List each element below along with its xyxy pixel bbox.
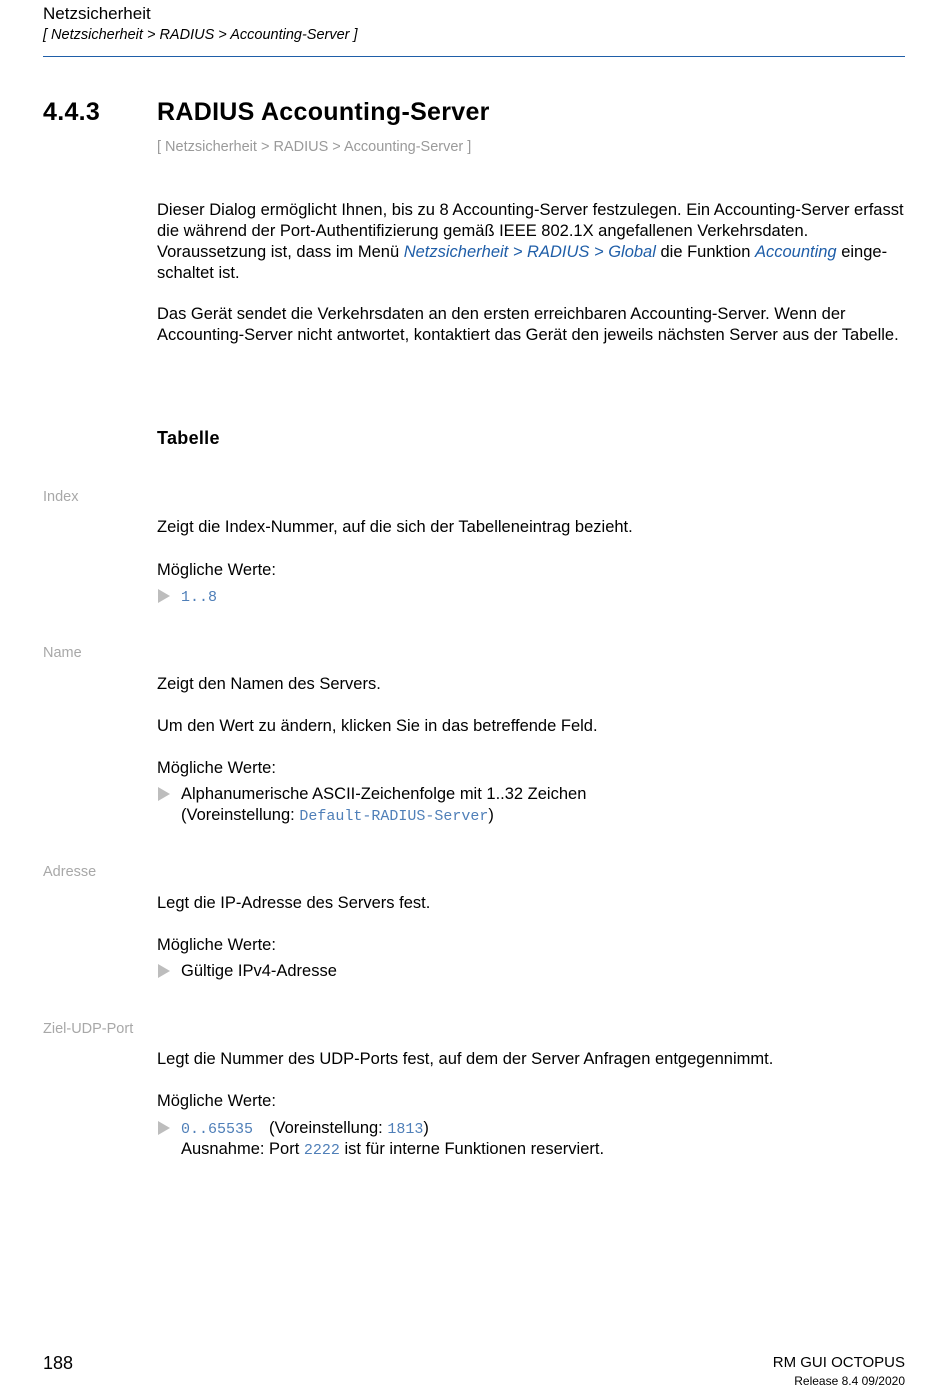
- name-default-suffix: ): [488, 806, 494, 824]
- port-exception-code: 2222: [303, 1142, 340, 1159]
- index-values-label: Mögliche Werte:: [157, 561, 276, 579]
- name-description-edit: Um den Wert zu ändern, klicken Sie in das betreffende Feld.: [157, 717, 598, 735]
- name-default-prefix: (Voreinstellung:: [181, 806, 300, 824]
- name-value-default: [181, 805, 494, 827]
- section-title: RADIUS Accounting-Server: [157, 98, 490, 126]
- port-default-code: 1813: [387, 1121, 424, 1138]
- port-values-label: Mögliche Werte:: [157, 1092, 276, 1110]
- intro-paragraph-2: Das Gerät sendet die Verkehrsdaten an den ersten erreichbaren Accounting-Server. Wenn der Accounting-Server nicht antwortet, kontaktiert das Gerät den jeweils nächsten Server aus der Tabelle.: [157, 305, 899, 344]
- bullet-triangle-icon: [157, 588, 171, 604]
- intro-paragraph-1: [157, 200, 905, 284]
- param-label-index: Index: [43, 489, 79, 505]
- port-default-prefix: (Voreinstellung:: [269, 1119, 388, 1137]
- index-description: Zeigt die Index-Nummer, auf die sich der Tabelleneintrag bezieht.: [157, 518, 633, 536]
- document-title: RM GUI OCTOPUS: [772, 1354, 905, 1371]
- name-values-label: Mögliche Werte:: [157, 759, 276, 777]
- header-divider: [43, 56, 905, 57]
- address-values-label: Mögliche Werte:: [157, 936, 276, 954]
- port-value-range: [181, 1118, 429, 1140]
- bullet-triangle-icon: [157, 1120, 171, 1136]
- address-value: Gültige IPv4-Adresse: [181, 962, 337, 980]
- section-number: 4.4.3: [43, 98, 101, 126]
- param-label-udp-port: Ziel-UDP-Port: [43, 1021, 134, 1037]
- port-range-code: 0..65535: [181, 1121, 254, 1138]
- accounting-function-link[interactable]: Accounting: [754, 243, 837, 261]
- intro-text-b: die Funktion: [655, 243, 755, 261]
- intro-text-a: Dieser Dialog ermöglicht Ihnen, bis zu 8 Accounting-Server festzulegen. Ein Accounting-Server erfasst die während der Port-Authentifizierung gemäß IEEE 802.1X angefallenen Verkehrsdaten. Voraussetzung ist, dass im Menü: [157, 201, 904, 261]
- port-exception-suffix: ist für interne Funktionen reserviert.: [339, 1140, 605, 1158]
- name-default-code: Default-RADIUS-Server: [299, 808, 489, 825]
- running-header-breadcrumb: [ Netzsicherheit > RADIUS > Accounting-Server ]: [43, 27, 358, 43]
- address-description: Legt die IP-Adresse des Servers fest.: [157, 894, 431, 912]
- section-menu-path: [ Netzsicherheit > RADIUS > Accounting-Server ]: [157, 139, 472, 155]
- release-info: Release 8.4 09/2020: [794, 1374, 905, 1388]
- port-exception: [181, 1139, 604, 1161]
- param-label-address: Adresse: [43, 864, 97, 880]
- running-header-title: Netzsicherheit: [43, 4, 151, 23]
- table-subheading: Tabelle: [157, 428, 220, 448]
- name-value-line1: Alphanumerische ASCII-Zeichenfolge mit 1..32 Zeichen: [181, 785, 587, 803]
- port-exception-prefix: Ausnahme: Port: [181, 1140, 304, 1158]
- name-description: Zeigt den Namen des Servers.: [157, 675, 381, 693]
- bullet-triangle-icon: [157, 963, 171, 979]
- menu-link-radius-global[interactable]: Netzsicherheit > RADIUS > Global: [403, 243, 656, 261]
- index-value-range: 1..8: [181, 589, 218, 606]
- page-number: 188: [43, 1353, 74, 1373]
- intro-text-c: einge-schaltet ist.: [157, 243, 888, 282]
- index-value: [181, 586, 217, 608]
- param-label-name: Name: [43, 645, 82, 661]
- bullet-triangle-icon: [157, 786, 171, 802]
- port-default-suffix: ): [423, 1119, 429, 1137]
- port-description: Legt die Nummer des UDP-Ports fest, auf dem der Server Anfragen entgegennimmt.: [157, 1050, 774, 1068]
